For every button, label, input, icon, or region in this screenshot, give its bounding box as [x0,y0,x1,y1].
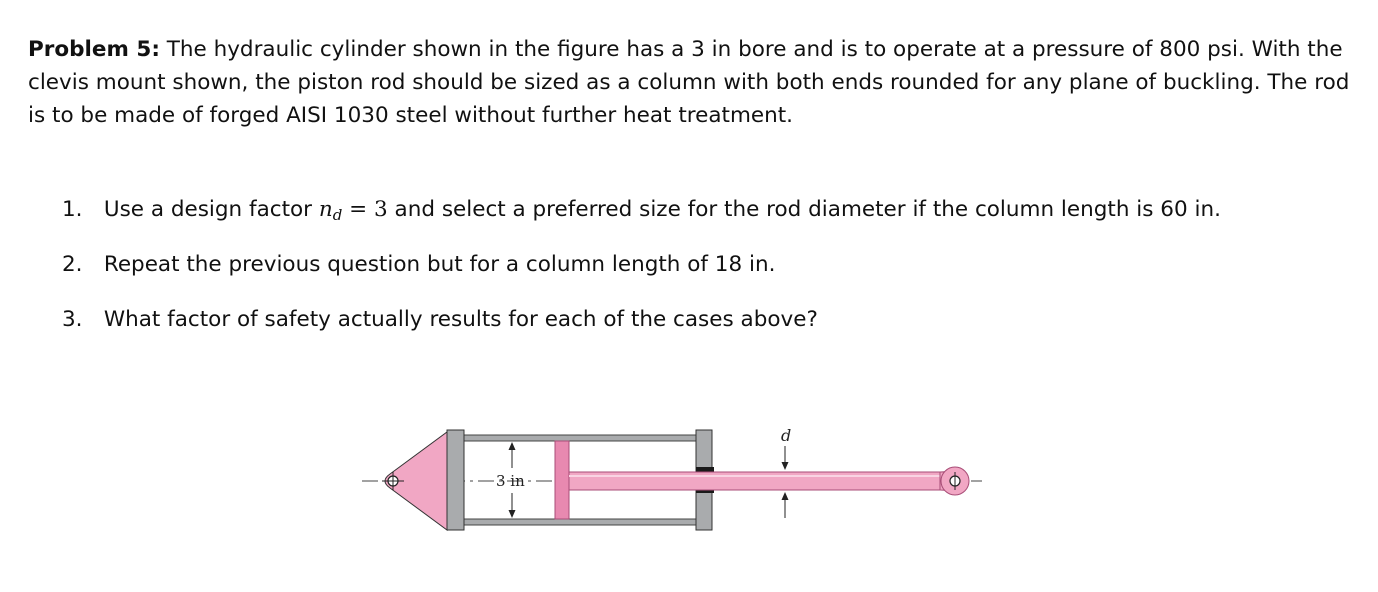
question-number: 2. [62,252,83,277]
problem-title: Problem 5: [28,37,160,62]
rod-arrow-up [782,492,789,500]
barrel-bottom-wall [460,519,698,525]
math-equals-value: = 3 [349,197,388,222]
question-item-1 [62,192,1352,247]
rod-arrow-down [782,462,789,470]
question-text-after: and select a preferred size for the rod diameter if the column length is 60 in. [394,197,1221,222]
problem-body: The hydraulic cylinder shown in the figure has a 3 in bore and is to operate at a pressure of 800 psi. With the clevis mount shown, the piston rod should be sized as a column with both ends rounded for any plane of buckling. The rod is to be made of forged AISI 1030 steel without further heat treatment. [28,37,1350,128]
question-item-3 [62,302,1352,357]
question-text-before: Use a design factor [103,197,312,222]
cylinder-diagram [360,420,990,540]
hydraulic-cylinder-figure [360,420,990,540]
left-end-cap [447,430,464,530]
rod-diameter-label: d [781,426,792,445]
problem-statement [28,33,1358,132]
question-text: What factor of safety actually results for each of the cases above? [103,307,818,332]
question-list [62,192,1352,357]
question-item-2 [62,247,1352,302]
math-subscript: d [332,206,343,224]
rod-eye [940,467,969,495]
bore-arrow-down [509,510,516,518]
bore-arrow-up [509,442,516,450]
question-number: 1. [62,197,83,222]
piston [555,441,569,519]
design-factor-math [319,197,395,222]
question-text: Repeat the previous question but for a column length of 18 in. [103,252,776,277]
question-number: 3. [62,307,83,332]
math-variable: n [318,197,333,222]
bore-dimension [496,442,525,518]
clevis-mount [382,432,447,530]
piston-rod [569,472,954,490]
barrel-top-wall [460,435,698,441]
bore-label: 3 in [496,472,525,490]
